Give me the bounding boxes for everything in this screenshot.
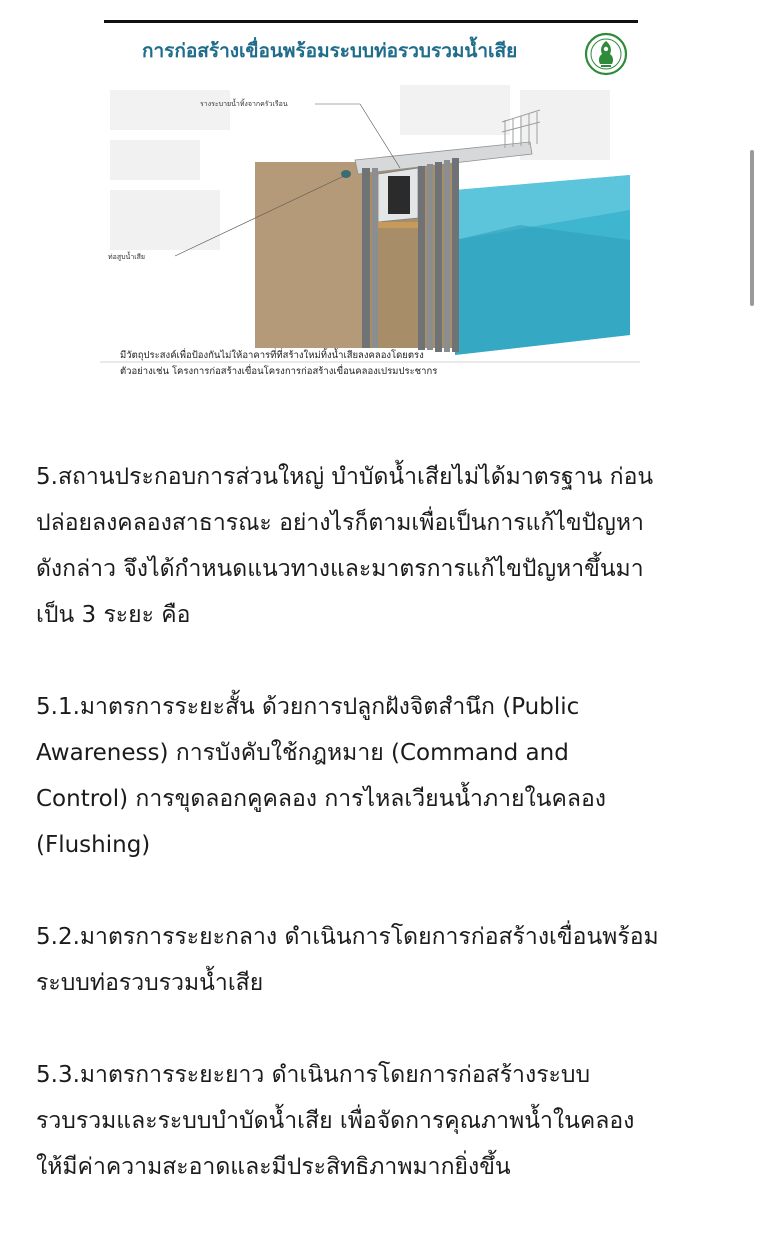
figure-title: การก่อสร้างเขื่อนพร้อมระบบท่อรวบรวมน้ำเสีย (142, 40, 518, 62)
bangkok-seal-icon (584, 32, 628, 76)
text-line: 5.สถานประกอบการส่วนใหญ่ บำบัดน้ำเสียไม่ได้มาตรฐาน ก่อน (36, 464, 654, 490)
text-line: Awareness) การบังคับใช้กฎหมาย (Command and (36, 740, 569, 766)
label-pipe: ท่อสูบน้ำเสีย (108, 253, 146, 261)
canal-slope (455, 225, 630, 355)
soil-block (255, 162, 362, 348)
label-drain: รางระบายน้ำทิ้งจากครัวเรือน (200, 100, 288, 108)
text-line: Control) การขุดลอกคูคลอง การไหลเวียนน้ำภายในคลอง (36, 786, 606, 812)
article-body (36, 454, 736, 1236)
timber-beam (378, 222, 418, 228)
figure-top-rule (104, 20, 638, 23)
dam-construction-figure (100, 18, 640, 398)
paragraph-5-1 (36, 684, 736, 868)
figure-caption (120, 348, 437, 380)
scrollbar-thumb[interactable] (750, 150, 754, 306)
text-line: 5.2.มาตรการระยะกลาง ดำเนินการโดยการก่อสร้างเขื่อนพร้อม (36, 924, 659, 950)
caption-line: ตัวอย่างเช่น โครงการก่อสร้างเขื่อนโครงการก่อสร้างเขื่อนคลองเปรมประชากร (120, 366, 438, 377)
text-line: ดังกล่าว จึงได้กำหนดแนวทางและมาตรการแก้ไขปัญหาขึ้นมา (36, 556, 644, 582)
text-line: 5.1.มาตรการระยะสั้น ด้วยการปลูกฝังจิตสำนึก (Public (36, 694, 580, 720)
text-line: รวบรวมและระบบบำบัดน้ำเสีย เพื่อจัดการคุณภาพน้ำในคลอง (36, 1108, 635, 1134)
caption-line: มีวัตถุประสงค์เพื่อป้องกันไม่ให้อาคารที่ที่สร้างใหม่ทิ้งน้ำเสียลงคลองโดยตรง (120, 350, 424, 361)
sewer-channel (388, 176, 410, 214)
paragraph-5-3 (36, 1052, 736, 1190)
text-line: ปล่อยลงคลองสาธารณะ อย่างไรก็ตามเพื่อเป็นการแก้ไขปัญหา (36, 510, 644, 536)
text-line: (Flushing) (36, 832, 151, 858)
paragraph-5-2 (36, 914, 736, 1006)
text-line: 5.3.มาตรการระยะยาว ดำเนินการโดยการก่อสร้างระบบ (36, 1062, 591, 1088)
text-line: ระบบท่อรวบรวมน้ำเสีย (36, 970, 264, 996)
text-line: ให้มีค่าความสะอาดและมีประสิทธิภาพมากยิ่งขึ้น (36, 1154, 511, 1180)
dam-cross-section-diagram (100, 80, 640, 365)
text-line: เป็น 3 ระยะ คือ (36, 602, 191, 628)
paragraph-5 (36, 454, 736, 638)
